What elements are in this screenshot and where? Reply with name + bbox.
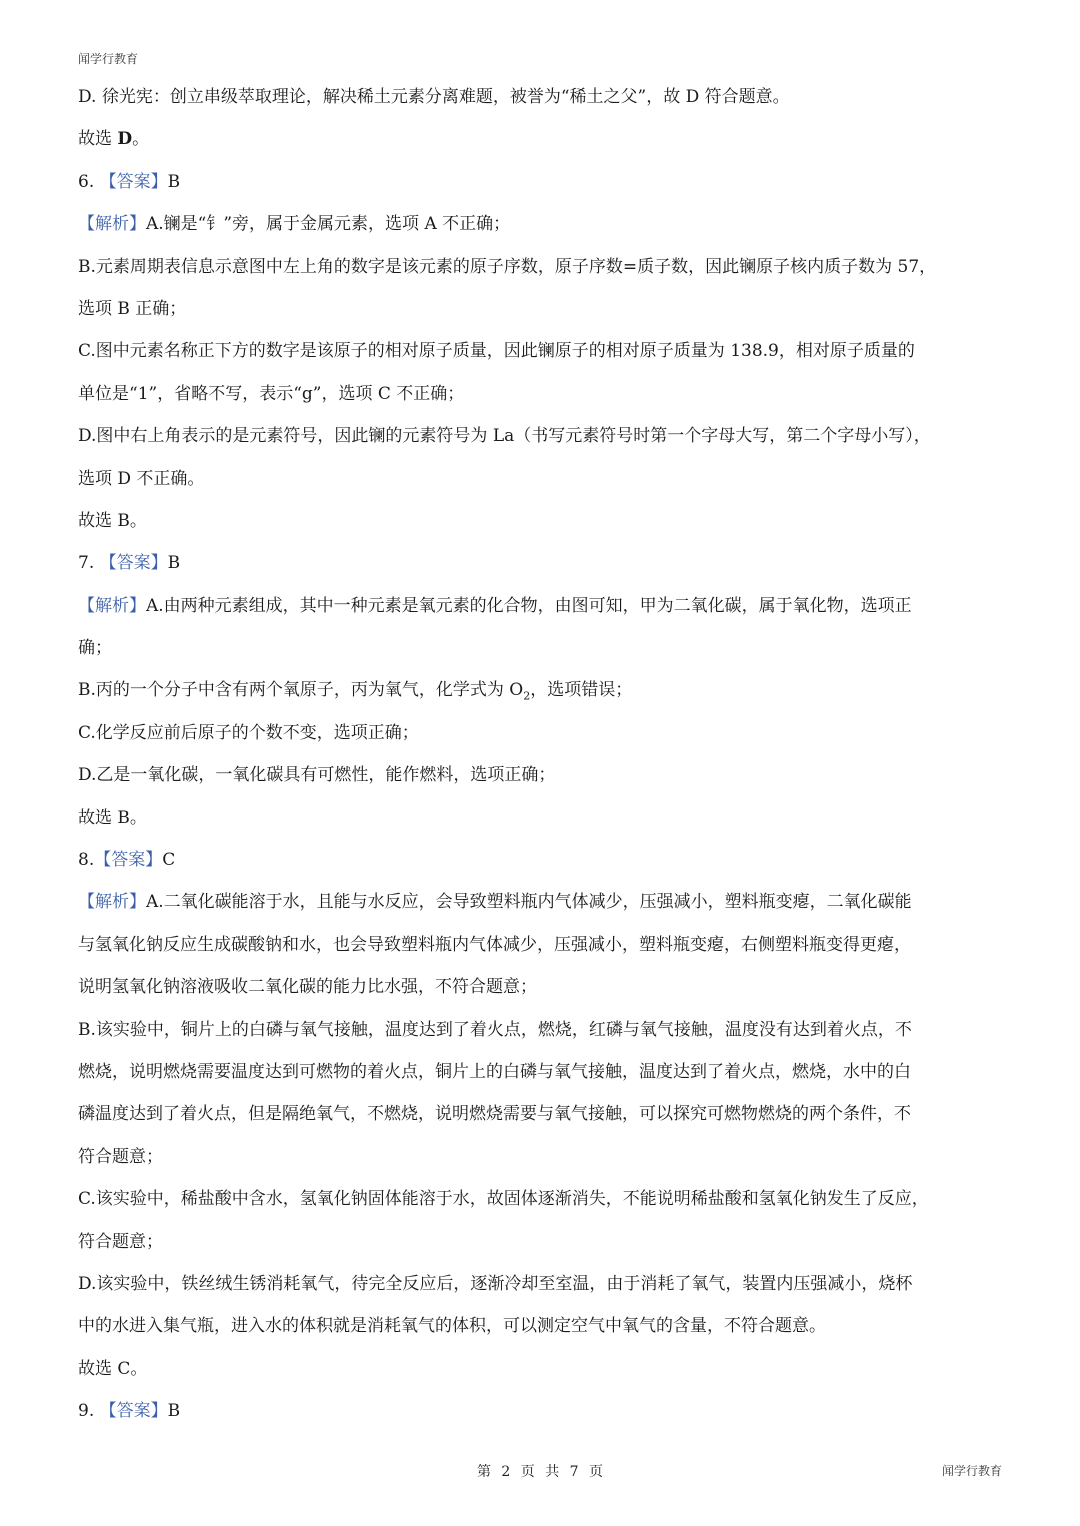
q6-answer-tag: 【答案】 [99, 171, 168, 192]
q5-selection-letter: D [117, 129, 133, 150]
header-brand: 闻学行教育 [78, 52, 139, 66]
q6-answer [78, 161, 1008, 203]
footer-brand: 闻学行教育 [941, 1464, 1002, 1478]
q7-answer-tag: 【答案】 [99, 553, 168, 574]
q8-analysis-c1: C.该实验中，稀盐酸中含水，氢氧化钠固体能溶于水，故固体逐渐消失，不能说明稀盐酸和氢氧化钠发生了反应， [78, 1189, 929, 1210]
q7-selection: 故选 B。 [78, 807, 147, 828]
q7-analysis-a1 [78, 585, 1008, 627]
q6-analysis-b2: 选项 B 正确； [78, 298, 187, 319]
q5-selection-prefix: 故选 [78, 129, 118, 150]
q8-selection: 故选 C。 [78, 1358, 148, 1379]
q6-analysis-d2: 选项 D 不正确。 [78, 468, 205, 489]
q6-answer-value: B [167, 171, 181, 192]
q6-analysis-a-text: A.镧是“钅”旁，属于金属元素，选项 A 不正确； [146, 214, 511, 235]
document-body [78, 76, 1008, 1433]
page-number: 第 2 页 共 7 页 [476, 1464, 604, 1480]
q7-analysis-a2: 确； [78, 638, 112, 659]
q8-answer-value: C [162, 850, 176, 871]
q6-analysis-c2: 单位是“1”，省略不写，表示“g”，选项 C 不正确； [78, 383, 465, 404]
q7-analysis-b-suffix: ，选项错误； [530, 680, 633, 701]
q6-analysis-d1: D.图中右上角表示的是元素符号，因此镧的元素符号为 La（书写元素符号时第一个字母大写，第二个字母小写）， [78, 426, 931, 447]
q7-analysis-b-text: B.丙的一个分子中含有两个氧原子，丙为氧气，化学式为 O [78, 680, 524, 701]
q7-analysis-c: C.化学反应前后原子的个数不变，选项正确； [78, 722, 419, 743]
q8-analysis-b1: B.该实验中，铜片上的白磷与氧气接触，温度达到了着火点，燃烧，红磷与氧气接触，温度没有达到着火点，不 [78, 1019, 912, 1040]
q8-analysis-d2: 中的水进入集气瓶，进入水的体积就是消耗氧气的体积，可以测定空气中氧气的含量，不符合题意。 [78, 1316, 826, 1337]
q9-answer [78, 1390, 1008, 1432]
q7-formula-subscript: 2 [523, 689, 531, 703]
q6-analysis-a [78, 203, 1008, 245]
q8-analysis-tag: 【解析】 [78, 892, 146, 913]
q6-selection: 故选 B。 [78, 510, 147, 531]
q8-analysis-b2: 燃烧，说明燃烧需要温度达到可燃物的着火点，铜片上的白磷与氧气接触，温度达到了着火点，燃烧，水中的白 [78, 1061, 911, 1082]
q5-selection-suffix: 。 [132, 129, 150, 150]
q7-answer-value: B [167, 553, 181, 574]
q8-analysis-a1-text: A.二氧化碳能溶于水，且能与水反应，会导致塑料瓶内气体减少，压强减小，塑料瓶变瘪，二氧化碳能 [146, 892, 912, 913]
q7-analysis-tag: 【解析】 [78, 595, 146, 616]
q9-number: 9. [78, 1401, 100, 1422]
q8-analysis-d1: D.该实验中，铁丝绒生锈消耗氧气，待完全反应后，逐渐冷却至室温，由于消耗了氧气，装置内压强减小，烧杯 [78, 1273, 913, 1294]
q6-analysis-c1: C.图中元素名称正下方的数字是该原子的相对原子质量，因此镧原子的相对原子质量为 138.9，相对原子质量的 [78, 341, 915, 362]
q8-analysis-a3: 说明氢氧化钠溶液吸收二氧化碳的能力比水强，不符合题意； [78, 977, 537, 998]
q7-answer [78, 542, 1008, 584]
q8-number: 8. [78, 850, 95, 871]
q6-number: 6. [78, 171, 100, 192]
q8-analysis-a1 [78, 881, 1008, 923]
q8-analysis-c2: 符合题意； [78, 1231, 163, 1252]
q9-answer-value: B [167, 1401, 181, 1422]
q5-option-d: D. 徐光宪：创立串级萃取理论，解决稀土元素分离难题，被誉为“稀土之父”，故 D 符合题意。 [78, 87, 790, 107]
q7-number: 7. [78, 553, 100, 574]
q7-analysis-b [78, 669, 1008, 711]
q7-analysis-a1-text: A.由两种元素组成，其中一种元素是氧元素的化合物，由图可知，甲为二氧化碳，属于氧化物，选项正 [146, 595, 912, 616]
q8-answer [78, 839, 1008, 881]
q8-analysis-a2: 与氢氧化钠反应生成碳酸钠和水，也会导致塑料瓶内气体减少，压强减小，塑料瓶变瘪，右侧塑料瓶变得更瘪， [78, 934, 911, 955]
q6-analysis-b1: B.元素周期表信息示意图中左上角的数字是该元素的原子序数，原子序数=质子数，因此镧原子核内质子数为 57， [78, 256, 937, 277]
q8-analysis-b4: 符合题意； [78, 1146, 163, 1167]
q5-selection [78, 118, 1008, 160]
q6-analysis-tag: 【解析】 [78, 214, 146, 235]
q8-answer-tag: 【答案】 [94, 850, 163, 871]
q7-analysis-d: D.乙是一氧化碳，一氧化碳具有可燃性，能作燃料，选项正确； [78, 765, 556, 786]
q9-answer-tag: 【答案】 [99, 1401, 168, 1422]
q8-analysis-b3: 磷温度达到了着火点，但是隔绝氧气，不燃烧，说明燃烧需要与氧气接触，可以探究可燃物燃烧的两个条件，不 [78, 1104, 911, 1125]
